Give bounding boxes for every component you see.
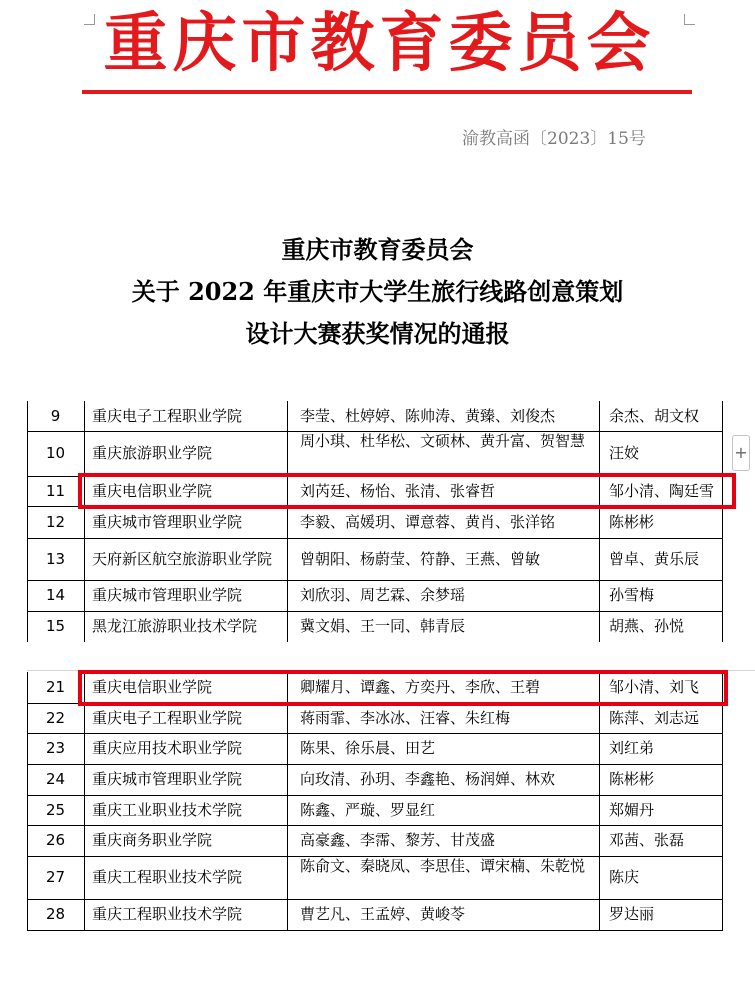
team-members: 曾朝阳、杨蔚莹、符静、王燕、曾敏 [300, 550, 541, 568]
team-members: 李莹、杜婷婷、陈帅涛、黄臻、刘俊杰 [300, 407, 556, 425]
row-number: 11 [45, 482, 66, 500]
table-row [0, 764, 755, 795]
school-name: 重庆电信职业学院 [92, 678, 213, 696]
row-number: 22 [45, 709, 66, 727]
page-break-gap [0, 642, 755, 672]
school-name: 重庆电子工程职业学院 [92, 709, 243, 727]
team-members: 陈俞文、秦晓凤、李思佳、谭宋楠、朱乾悦 [300, 857, 586, 875]
crop-mark-top-right [684, 14, 695, 25]
school-name: 重庆城市管理职业学院 [92, 770, 243, 788]
doc-title-line-2: 关于 2022 年重庆市大学生旅行线路创意策划 [131, 277, 624, 306]
advisor-names: 陈彬彬 [609, 770, 655, 788]
school-name: 重庆工程职业技术学院 [92, 905, 243, 923]
header-red-rule [82, 90, 692, 94]
table-row-divider [27, 930, 723, 931]
advisor-names: 刘红弟 [609, 739, 655, 757]
advisor-names: 孙雪梅 [609, 586, 655, 604]
doc-title-line-3: 设计大赛获奖情况的通报 [245, 319, 510, 348]
advisor-names: 胡燕、孙悦 [609, 617, 685, 635]
table-row [0, 538, 755, 580]
table-row [0, 506, 755, 538]
row-number: 25 [45, 801, 66, 819]
table-row [0, 580, 755, 611]
advisor-names: 陈彬彬 [609, 513, 655, 531]
school-name: 重庆应用技术职业学院 [92, 739, 243, 757]
advisor-names: 邹小清、刘飞 [609, 678, 700, 696]
team-members: 曹艺凡、王孟婷、黄峻苓 [300, 905, 466, 923]
row-number: 10 [45, 444, 66, 462]
row-number: 23 [45, 739, 66, 757]
advisor-names: 郑媚丹 [609, 801, 655, 819]
highlight-box-row-11 [78, 473, 736, 509]
school-name: 黑龙江旅游职业技术学院 [92, 617, 258, 635]
school-name: 重庆电子工程职业学院 [92, 407, 243, 425]
row-number: 26 [45, 831, 66, 849]
advisor-names: 陈庆 [609, 868, 640, 886]
row-number: 24 [45, 770, 66, 788]
advisor-names: 邹小清、陶廷雪 [609, 482, 715, 500]
row-number: 14 [45, 586, 66, 604]
advisor-names: 陈萍、刘志远 [609, 709, 700, 727]
team-members: 周小琪、杜华松、文硕林、黄升富、贺智慧 [300, 432, 586, 450]
row-number: 27 [45, 868, 66, 886]
row-number: 13 [45, 550, 66, 568]
team-members: 李毅、高媛玥、谭意蓉、黄肖、张洋铭 [300, 513, 556, 531]
row-number: 15 [45, 617, 66, 635]
advisor-names: 罗达丽 [609, 905, 655, 923]
side-expand-button[interactable]: + [732, 435, 750, 471]
advisor-names: 曾卓、黄乐辰 [609, 550, 700, 568]
advisor-names: 汪姣 [609, 444, 640, 462]
table-row [0, 703, 755, 733]
team-members: 高豪鑫、李霈、黎芳、甘茂盛 [300, 831, 496, 849]
table-row [0, 611, 755, 642]
school-name: 重庆工业职业技术学院 [92, 801, 243, 819]
school-name: 重庆工程职业技术学院 [92, 868, 243, 886]
school-name: 重庆电信职业学院 [92, 482, 213, 500]
highlight-box-row-21 [78, 670, 728, 706]
doc-title-line-1: 重庆市教育委员会 [281, 235, 474, 264]
team-members: 冀文娟、王一同、韩青辰 [300, 617, 466, 635]
team-members: 陈鑫、严璇、罗显红 [300, 801, 436, 819]
team-members: 刘欣羽、周艺霖、余梦瑶 [300, 586, 466, 604]
advisor-names: 余杰、胡文权 [609, 407, 700, 425]
advisor-names: 邓茜、张磊 [609, 831, 685, 849]
header-org-title: 重庆市教育委员会 [103, 7, 656, 81]
row-number: 21 [45, 678, 66, 696]
table-row [0, 825, 755, 856]
table-row [0, 899, 755, 930]
school-name: 重庆城市管理职业学院 [92, 513, 243, 531]
team-members: 卿耀月、谭鑫、方奕丹、李欣、王碧 [300, 678, 541, 696]
school-name: 重庆城市管理职业学院 [92, 586, 243, 604]
document-number: 渝教高函〔2023〕15号 [462, 129, 646, 149]
row-number: 28 [45, 905, 66, 923]
table-row [0, 401, 755, 431]
table-row [0, 795, 755, 825]
table-row [0, 856, 755, 899]
row-number: 12 [45, 513, 66, 531]
school-name: 天府新区航空旅游职业学院 [92, 550, 273, 568]
row-number: 9 [50, 407, 61, 425]
team-members: 陈果、徐乐晨、田艺 [300, 739, 436, 757]
team-members: 刘芮廷、杨怡、张清、张睿哲 [300, 482, 496, 500]
team-members: 向玫清、孙玥、李鑫艳、杨润婵、林欢 [300, 770, 556, 788]
school-name: 重庆旅游职业学院 [92, 444, 213, 462]
table-row [0, 733, 755, 764]
team-members: 蒋雨霏、李冰冰、汪睿、朱红梅 [300, 709, 511, 727]
school-name: 重庆商务职业学院 [92, 831, 213, 849]
table-row [0, 431, 755, 476]
